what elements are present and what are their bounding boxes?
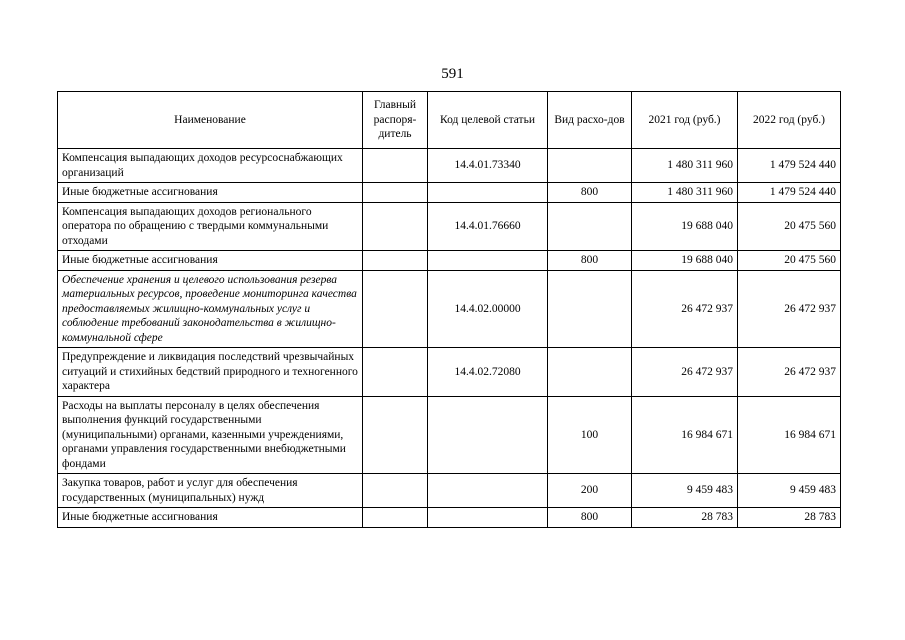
cell-amount-2022: 16 984 671 [738, 396, 841, 474]
cell-main-manager [363, 270, 428, 348]
page-number: 591 [441, 66, 464, 82]
cell-amount-2021: 9 459 483 [632, 474, 738, 508]
cell-amount-2022: 26 472 937 [738, 348, 841, 397]
cell-expense-type: 800 [548, 508, 632, 528]
header-target-code: Код целевой статьи [428, 92, 548, 149]
budget-table [57, 91, 841, 528]
cell-target-code [428, 396, 548, 474]
header-expense-type: Вид расхо-дов [548, 92, 632, 149]
cell-target-code: 14.4.02.72080 [428, 348, 548, 397]
cell-amount-2022: 1 479 524 440 [738, 149, 841, 183]
table-row [58, 183, 841, 203]
cell-target-code: 14.4.01.76660 [428, 202, 548, 251]
cell-amount-2021: 19 688 040 [632, 202, 738, 251]
cell-name: Компенсация выпадающих доходов ресурсоснабжающих организаций [58, 149, 363, 183]
cell-amount-2021: 26 472 937 [632, 270, 738, 348]
table-row [58, 251, 841, 271]
table-row [58, 474, 841, 508]
cell-expense-type [548, 149, 632, 183]
header-main-manager: Главный распоря-дитель [363, 92, 428, 149]
cell-amount-2021: 28 783 [632, 508, 738, 528]
table-header-row [58, 92, 841, 149]
cell-main-manager [363, 508, 428, 528]
cell-amount-2021: 19 688 040 [632, 251, 738, 271]
table-row [58, 508, 841, 528]
table-row [58, 202, 841, 251]
cell-amount-2022: 20 475 560 [738, 251, 841, 271]
cell-expense-type [548, 202, 632, 251]
cell-expense-type: 200 [548, 474, 632, 508]
cell-target-code [428, 251, 548, 271]
table-row [58, 270, 841, 348]
cell-expense-type: 800 [548, 251, 632, 271]
cell-target-code [428, 183, 548, 203]
header-year-2021: 2021 год (руб.) [632, 92, 738, 149]
cell-amount-2021: 26 472 937 [632, 348, 738, 397]
header-year-2022: 2022 год (руб.) [738, 92, 841, 149]
cell-name: Закупка товаров, работ и услуг для обеспечения государственных (муниципальных) нужд [58, 474, 363, 508]
cell-amount-2022: 9 459 483 [738, 474, 841, 508]
cell-target-code [428, 508, 548, 528]
header-name: Наименование [58, 92, 363, 149]
table-body [58, 149, 841, 528]
cell-target-code: 14.4.02.00000 [428, 270, 548, 348]
cell-target-code [428, 474, 548, 508]
cell-amount-2022: 1 479 524 440 [738, 183, 841, 203]
cell-expense-type: 800 [548, 183, 632, 203]
cell-amount-2021: 1 480 311 960 [632, 183, 738, 203]
cell-expense-type: 100 [548, 396, 632, 474]
cell-name: Компенсация выпадающих доходов регионального оператора по обращению с твердыми коммунальными отходами [58, 202, 363, 251]
cell-expense-type [548, 348, 632, 397]
cell-amount-2022: 28 783 [738, 508, 841, 528]
cell-name: Обеспечение хранения и целевого использования резерва материальных ресурсов, проведение мониторинга качества предоставляемых жилищно-коммунальных услуг и соблюдение требований законодательства в жилищно-коммунальной сфере [58, 270, 363, 348]
cell-main-manager [363, 183, 428, 203]
cell-main-manager [363, 202, 428, 251]
cell-name: Иные бюджетные ассигнования [58, 508, 363, 528]
cell-main-manager [363, 348, 428, 397]
cell-main-manager [363, 251, 428, 271]
cell-amount-2022: 26 472 937 [738, 270, 841, 348]
table-row [58, 348, 841, 397]
cell-amount-2022: 20 475 560 [738, 202, 841, 251]
table-row [58, 149, 841, 183]
cell-main-manager [363, 149, 428, 183]
cell-name: Расходы на выплаты персоналу в целях обеспечения выполнения функций государственными (муниципальными) органами, казенными учреждениями, органами управления государственными внебюджетными фондами [58, 396, 363, 474]
cell-name: Иные бюджетные ассигнования [58, 251, 363, 271]
cell-amount-2021: 1 480 311 960 [632, 149, 738, 183]
cell-amount-2021: 16 984 671 [632, 396, 738, 474]
cell-main-manager [363, 396, 428, 474]
cell-name: Предупреждение и ликвидация последствий чрезвычайных ситуаций и стихийных бедствий природного и техногенного характера [58, 348, 363, 397]
cell-target-code: 14.4.01.73340 [428, 149, 548, 183]
cell-main-manager [363, 474, 428, 508]
table-row [58, 396, 841, 474]
cell-name: Иные бюджетные ассигнования [58, 183, 363, 203]
cell-expense-type [548, 270, 632, 348]
